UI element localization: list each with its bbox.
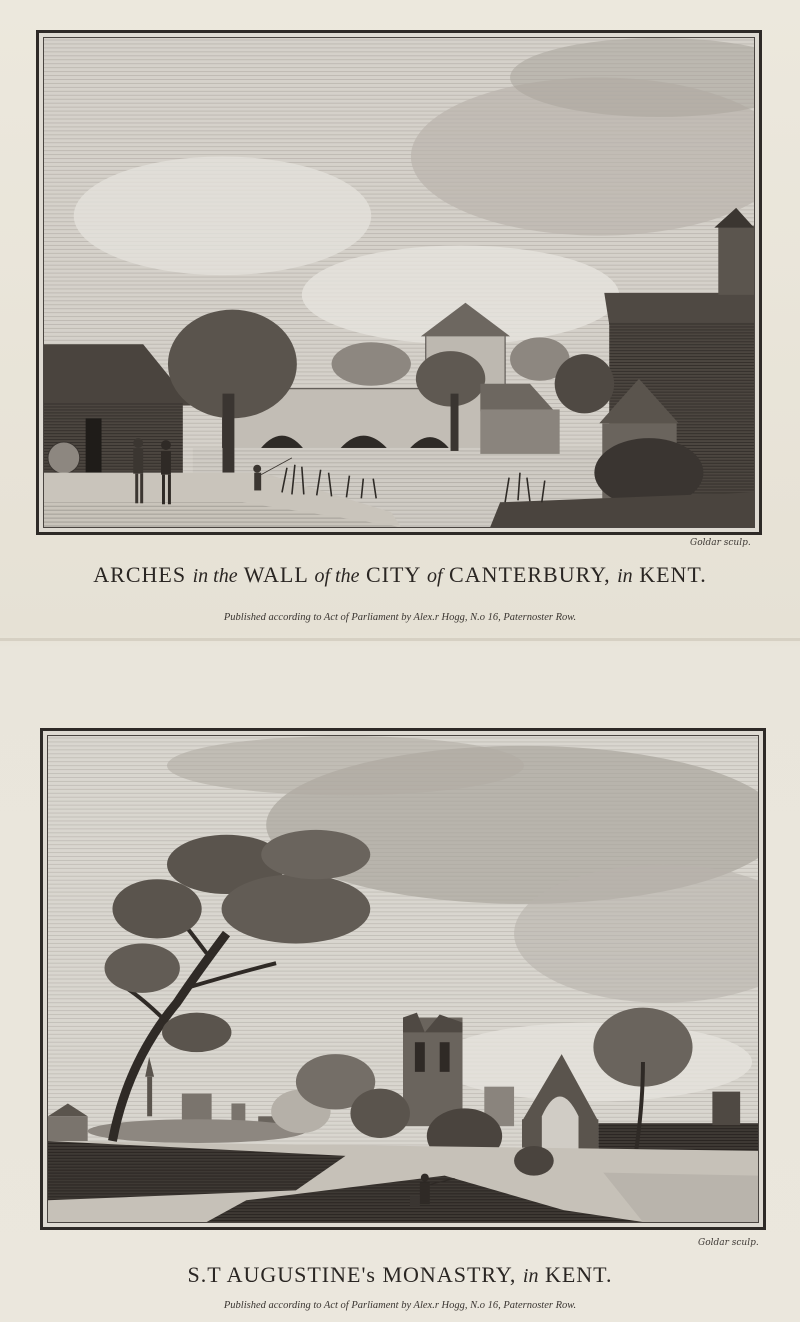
- title-word: KENT.: [544, 1262, 613, 1287]
- title-word: KENT.: [639, 562, 707, 587]
- title-connector: of the: [314, 565, 360, 587]
- title-word: ARCHES: [93, 562, 187, 587]
- title-connector: of: [426, 565, 443, 587]
- engraver-credit: Goldar sculp.: [698, 1238, 759, 1248]
- engraver-credit: Goldar sculp.: [690, 538, 751, 548]
- title-word: S.T AUGUSTINE's MONASTRY,: [187, 1262, 517, 1287]
- engraving-canterbury-arches: [36, 30, 762, 535]
- title-word: WALL: [243, 562, 308, 587]
- canterbury-arches-illustration: [44, 38, 754, 527]
- plate-title: [0, 1262, 800, 1288]
- title-connector: in: [522, 1265, 539, 1287]
- plate-title: [0, 562, 800, 588]
- publisher-line: Published according to Act of Parliament by Alex.r Hogg, N.o 16, Paternoster Row.: [223, 612, 577, 623]
- engraving-st-augustines-monastery: [40, 728, 766, 1230]
- title-word: CANTERBURY,: [449, 562, 611, 587]
- title-connector: in the: [192, 565, 238, 587]
- publisher-line: Published according to Act of Parliament by Alex.r Hogg, N.o 16, Paternoster Row.: [223, 1300, 577, 1311]
- title-connector: in: [617, 565, 633, 587]
- page-fold: [0, 638, 800, 641]
- title-word: CITY: [365, 562, 421, 587]
- st-augustines-illustration: [48, 736, 758, 1222]
